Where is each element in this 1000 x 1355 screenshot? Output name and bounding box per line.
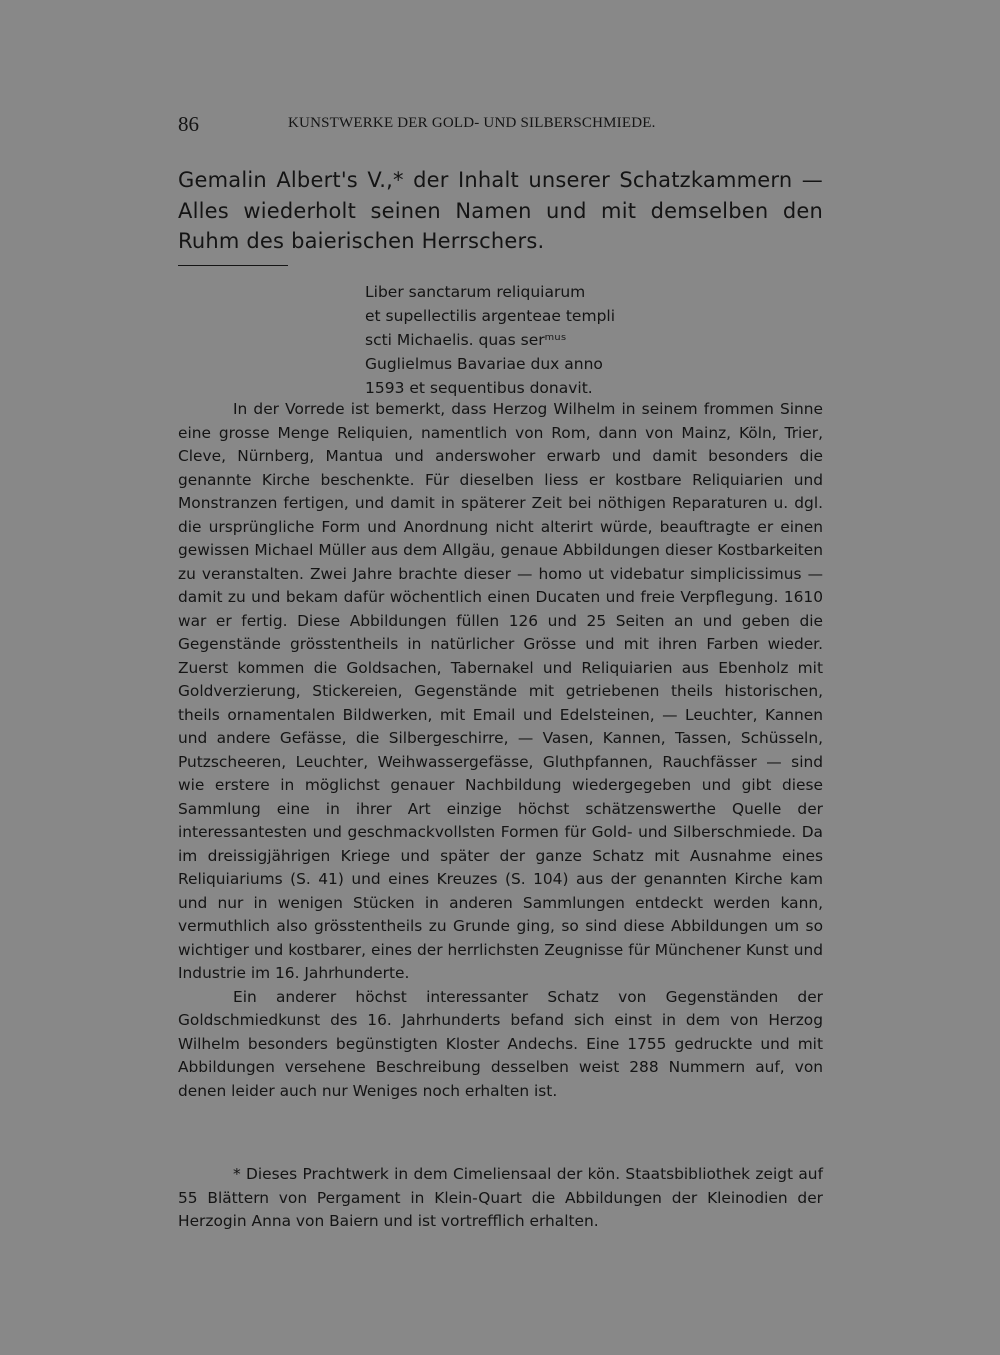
footnote <box>178 1163 823 1234</box>
page-number: 86 <box>178 112 199 136</box>
quote-line: Liber sanctarum reliquiarum <box>365 283 586 301</box>
quote-line: scti Michaelis. quas serᵐᵘˢ <box>365 331 567 349</box>
footnote-text: * Dieses Prachtwerk in dem Cimeliensaal der kön. Staatsbibliothek zeigt auf 55 Blättern von Pergament in Klein-Quart die Abbildungen der Kleinodien der Herzogin Anna von Baiern und ist vortrefflich erhalten. <box>178 1165 823 1230</box>
body-text <box>178 398 823 1103</box>
running-head: KUNSTWERKE DER GOLD- UND SILBERSCHMIEDE. <box>288 115 656 131</box>
page-header <box>178 112 823 140</box>
intro-paragraph: Gemalin Albert's V.,* der Inhalt unserer Schatzkammern — Alles wiederholt seinen Namen und mit demselben den Ruhm des baierischen Herrschers. <box>178 168 823 253</box>
book-title-quote <box>365 280 665 400</box>
section-divider <box>178 265 288 266</box>
quote-line: et supellectilis argenteae templi <box>365 307 616 325</box>
quote-line: Guglielmus Bavariae dux anno <box>365 355 603 373</box>
body-paragraph: Ein anderer höchst interessanter Schatz von Gegenständen der Goldschmiedkunst des 16. Jahrhunderts befand sich einst in dem von Herzog Wilhelm besonders begünstigten Kloster Andechs. Eine 1755 gedruckte und mit Abbildungen versehene Beschreibung desselben weist 288 Nummern auf, von denen leider auch nur Weniges noch erhalten ist. <box>178 987 823 1100</box>
body-paragraph: In der Vorrede ist bemerkt, dass Herzog Wilhelm in seinem frommen Sinne eine grosse Menge Reliquien, namentlich von Rom, dann von Mainz, Köln, Trier, Cleve, Nürnberg, Mantua und anderswoher erwarb und damit besonders die genannte Kirche beschenkte. Für dieselben liess er kostbare Reliquiarien und Monstranzen fertigen, und damit in späterer Zeit bei nöthigen Reparaturen u. dgl. die ursprüngliche Form und Anordnung nicht alterirt würde, beauftragte er einen gewissen Michael Müller aus dem Allgäu, genaue Abbildungen dieser Kostbarkeiten zu veranstalten. Zwei Jahre brachte dieser — homo ut videbatur simplicissimus — damit zu und bekam dafür wöchentlich einen Ducaten und freie Verpflegung. 1610 war er fertig. Diese Abbildungen füllen 126 und 25 Seiten an und geben die Gegenstände grösstentheils in natürlicher Grösse und mit ihren Farben wieder. Zuerst kommen die Goldsachen, Tabernakel und Reliquiarien aus Ebenholz mit Goldverzierung, Stickereien, Gegenstände mit getriebenen theils historischen, theils ornamentalen Bildwerken, mit Email und Edelsteinen, — Leuchter, Kannen und andere Gefässe, die Silbergeschirre, — Vasen, Kannen, Tassen, Schüsseln, Putzscheeren, Leuchter, Weihwassergefässe, Gluthpfannen, Rauchfässer — sind wie erstere in möglichst genauer Nachbildung wiedergegeben und gibt diese Sammlung eine in ihrer Art einzige höchst schätzenswerthe Quelle der interessantesten und geschmackvollsten Formen für Gold- und Silberschmiede. Da im dreissigjährigen Kriege und später der ganze Schatz mit Ausnahme eines Reliquiariums (S. 41) und eines Kreuzes (S. 104) aus der genannten Kirche kam und nur in wenigen Stücken in anderen Sammlungen entdeckt werden kann, vermuthlich also grösstentheils zu Grunde ging, so sind diese Abbildungen um so wichtiger und kostbarer, eines der herrlichsten Zeugnisse für Münchener Kunst und Industrie im 16. Jahrhunderte. <box>178 400 823 982</box>
quote-line: 1593 et sequentibus donavit. <box>365 379 593 397</box>
